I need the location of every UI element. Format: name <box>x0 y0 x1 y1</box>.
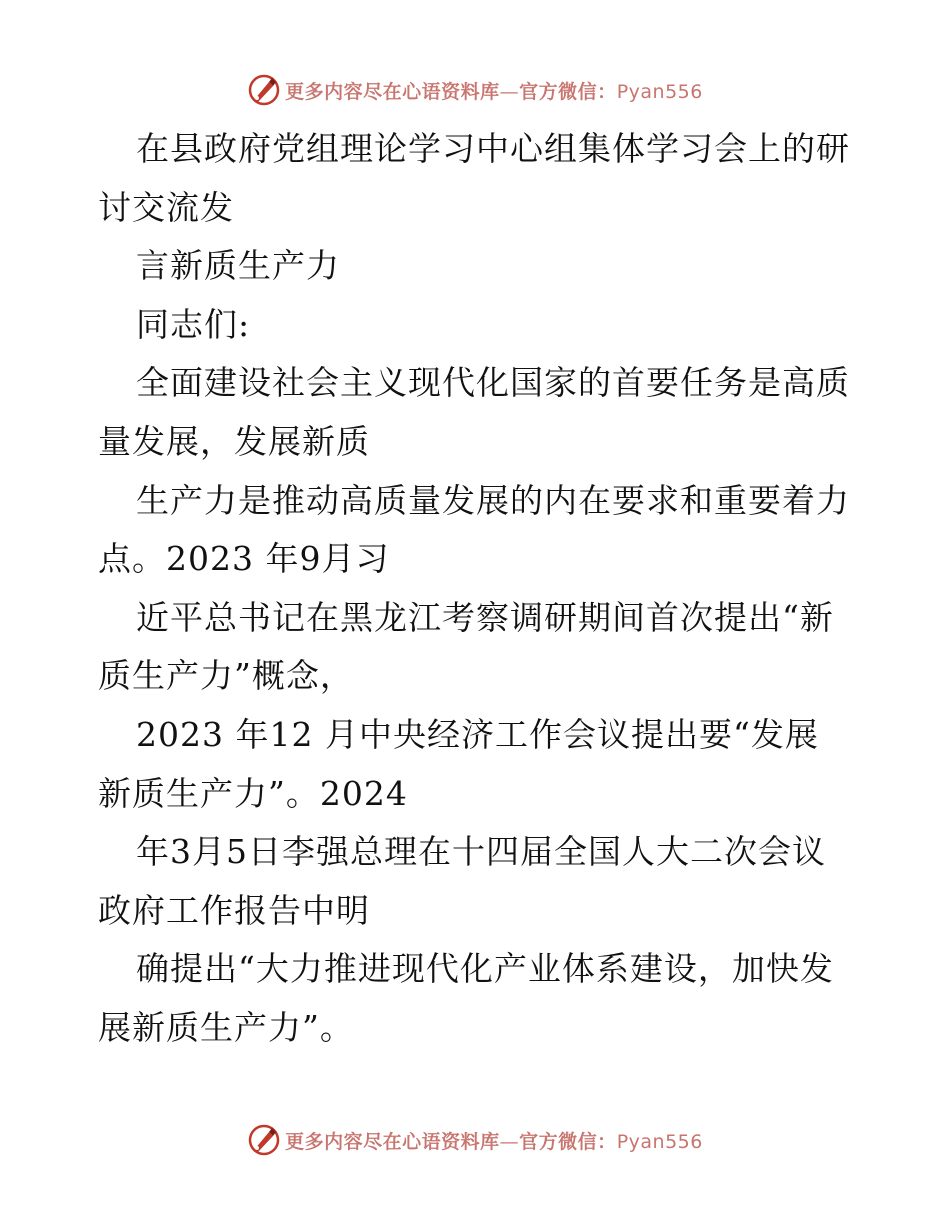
text-line: 量发展，发展新质 <box>98 421 370 461</box>
watermark-account: Pyan556 <box>616 80 703 103</box>
header-watermark <box>0 70 950 110</box>
text-line: 生产力是推动高质量发展的内在要求和重要着力 <box>136 480 850 520</box>
footer-watermark <box>0 1120 950 1160</box>
watermark-label: 官方微信： <box>519 1130 617 1153</box>
watermark-label: 官方微信： <box>519 80 617 103</box>
text-line: 新质生产力”。2024 <box>98 773 408 813</box>
watermark-text <box>285 77 703 104</box>
text-line: 近平总书记在黑龙江考察调研期间首次提出“新 <box>136 597 834 637</box>
watermark-separator: — <box>499 1130 520 1153</box>
text-line: 政府工作报告中明 <box>98 890 370 930</box>
text-line: 言新质生产力 <box>136 246 340 286</box>
document-body <box>98 120 858 1058</box>
watermark-account: Pyan556 <box>616 1130 703 1153</box>
text-line: 展新质生产力”。 <box>98 1007 354 1047</box>
text-line: 在县政府党组理论学习中心组集体学习会上的研 <box>136 129 850 168</box>
text-line: 同志们: <box>136 304 251 344</box>
text-line: 全面建设社会主义现代化国家的首要任务是高质 <box>136 363 850 403</box>
text-line: 质生产力”概念， <box>98 656 354 696</box>
text-line: 2023 年12 月中央经济工作会议提出要“发展 <box>136 714 819 754</box>
text-line: 讨交流发 <box>98 187 234 227</box>
text-line: 点。2023 年9月习 <box>98 539 390 579</box>
text-line: 确提出“大力推进现代化产业体系建设，加快发 <box>136 949 834 989</box>
watermark-brand: 更多内容尽在心语资料库 <box>285 1130 500 1153</box>
pen-logo-icon <box>247 1123 281 1157</box>
watermark-text <box>285 1127 703 1154</box>
watermark-brand: 更多内容尽在心语资料库 <box>285 80 500 103</box>
watermark-separator: — <box>499 80 520 103</box>
text-line: 年3月5日李强总理在十四届全国人大二次会议 <box>136 832 826 872</box>
pen-logo-icon <box>247 73 281 107</box>
